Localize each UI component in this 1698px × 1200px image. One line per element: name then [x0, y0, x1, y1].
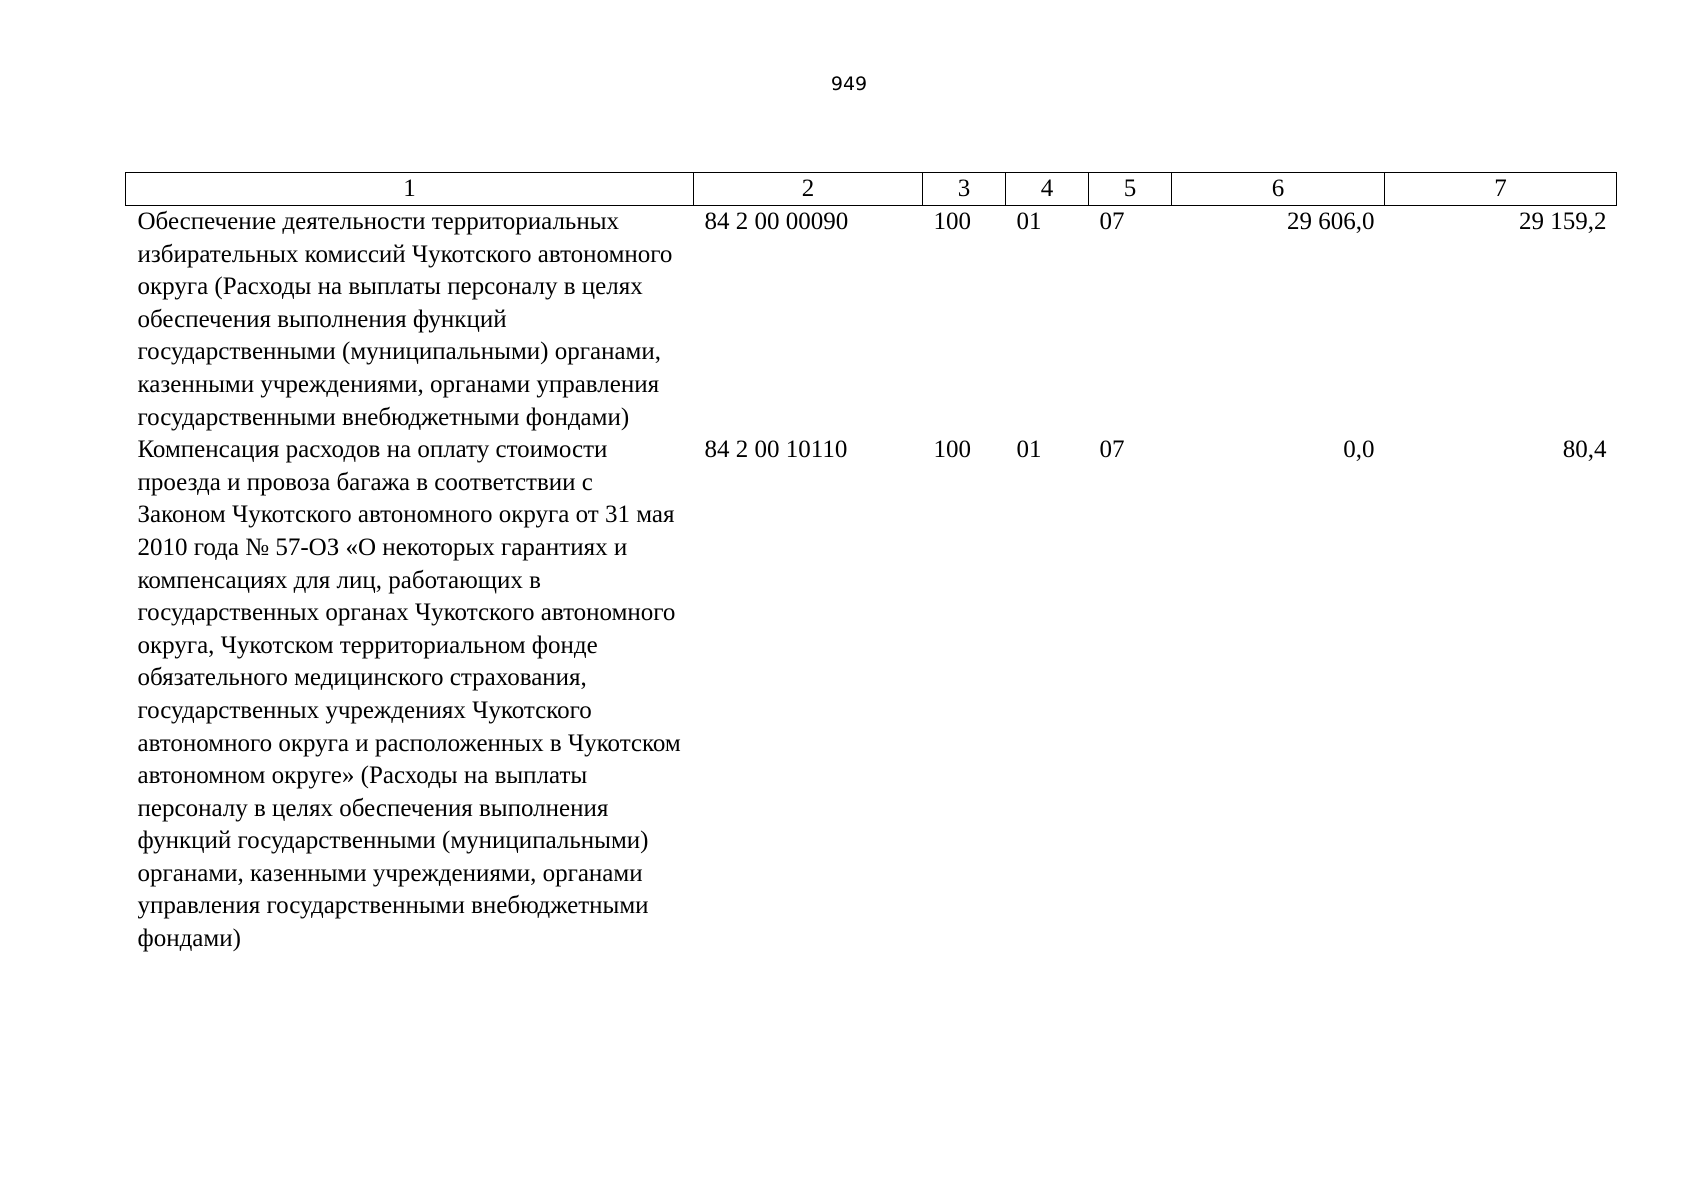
- table-row: [126, 206, 1617, 435]
- column-header-1: 1: [126, 173, 694, 206]
- row-col3-cell: 100: [933, 208, 971, 235]
- column-header-4: 4: [1006, 173, 1089, 206]
- table-row: [126, 434, 1617, 956]
- row-code-cell: 84 2 00 10110: [704, 436, 848, 464]
- row-col5-cell: 07: [1099, 208, 1125, 235]
- row-col6-cell: 0,0: [1343, 436, 1375, 464]
- row-col3-cell: 100: [933, 436, 971, 464]
- row-col5-cell: 07: [1099, 436, 1125, 464]
- row-col4-cell: 01: [1016, 436, 1042, 464]
- row-col6-cell: 29 606,0: [1287, 208, 1375, 235]
- row-name-cell: Обеспечение деятельности территориальных избирательных комиссий Чукотского автономного округа (Расходы на выплаты персоналу в целях обеспечения выполнения функций государственными (муниципальными) органами, казенными учреждениями, органами управления государственными внебюджетными фондами): [137, 208, 673, 431]
- column-header-3: 3: [923, 173, 1006, 206]
- column-header-5: 5: [1089, 173, 1172, 206]
- row-code-cell: 84 2 00 00090: [704, 208, 849, 235]
- budget-table: [125, 172, 1617, 956]
- column-header-2: 2: [694, 173, 923, 206]
- row-col7-cell: 29 159,2: [1519, 208, 1607, 235]
- row-col4-cell: 01: [1016, 208, 1042, 235]
- row-name-cell: Компенсация расходов на оплату стоимости проезда и провоза багажа в соответствии с Законом Чукотского автономного округа от 31 мая 2010 года № 57-ОЗ «О некоторых гарантиях и компенсациях для лиц, работающих в государственных органах Чукотского автономного округа, Чукотском территориальном фонде обязательного медицинского страхования, государственных учреждениях Чукотского автономного округа и расположенных в Чукотском автономном округе» (Расходы на выплаты персоналу в целях обеспечения выполнения функций государственными (муниципальными) органами, казенными учреждениями, органами управления государственными внебюджетными фондами): [137, 436, 681, 953]
- row-col7-cell: 80,4: [1562, 436, 1607, 464]
- table-header-row: [126, 173, 1617, 206]
- page-number: 949: [830, 73, 868, 95]
- column-header-7: 7: [1385, 173, 1617, 206]
- column-header-6: 6: [1172, 173, 1385, 206]
